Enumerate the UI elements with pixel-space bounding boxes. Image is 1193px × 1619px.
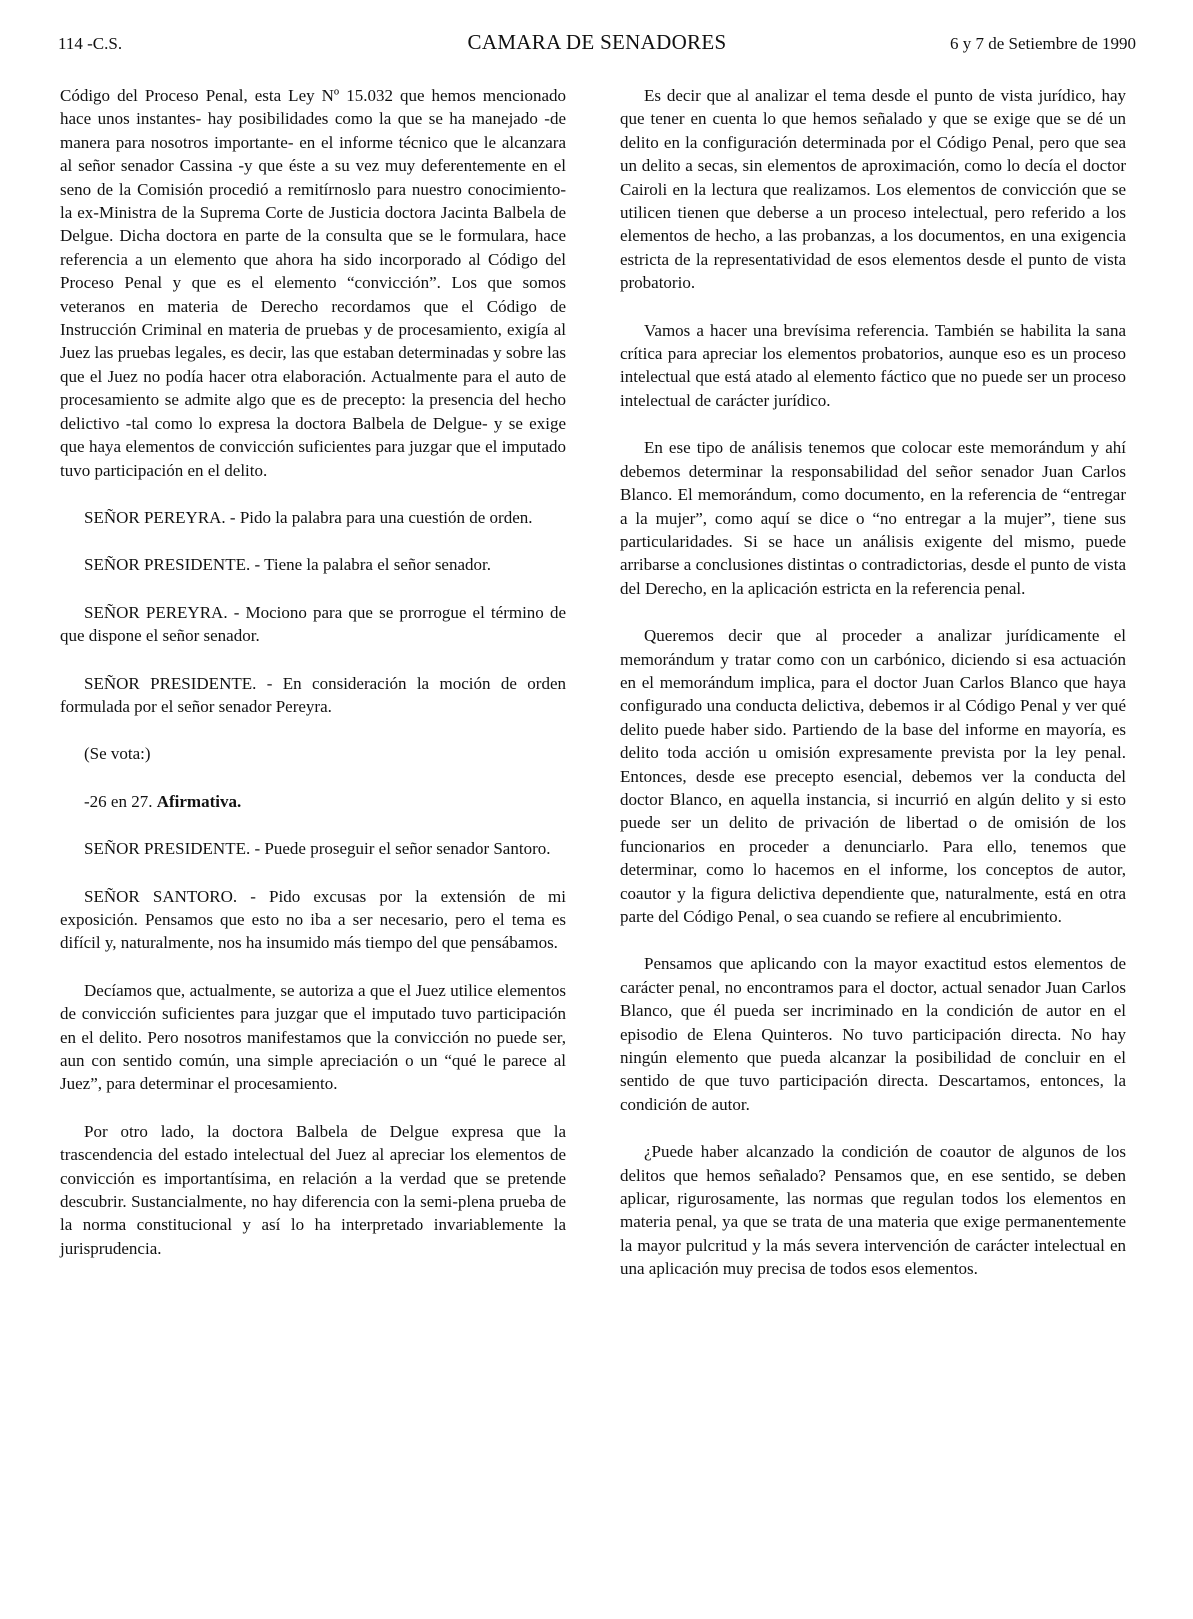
speaker-paragraph: SEÑOR PRESIDENTE. - Tiene la palabra el señor senador. [84,555,491,575]
speaker-paragraph: SEÑOR PEREYRA. - Mociono para que se prorrogue el término de que dispone el señor senador. [60,602,566,646]
paragraph: Vamos a hacer una brevísima referencia. También se habilita la sana crítica para apreciar los elementos probatorios, aunque eso es un proceso intelectual que está atado al elemento fáctico que no puede ser un proceso intelectual de carácter jurídico. [620,320,1126,410]
paragraph: Es decir que al analizar el tema desde el punto de vista jurídico, hay que tener en cuenta lo que hemos señalado y que se exige que se dé un delito en la configuración determinada por el Código Penal, pero que sea un delito a secas, sin elementos de aproximación, como lo decía el doctor Cairoli en la lectura que realizamos. Los elementos de convicción que se utilicen tienen que deberse a un proceso intelectual, pero referido a los elementos de hecho, a las probanzas, a los documentos, en una exigencia estricta de la representatividad de esos elementos desde el punto de vista probatorio. [620,86,1126,293]
session-date: 6 y 7 de Setiembre de 1990 [949,34,1136,53]
paragraph: ¿Puede haber alcanzado la condición de coautor de algunos de los delitos que hemos señalado? Pensamos que, en ese sentido, se deben aplicar, rigurosamente, las normas que regulan todos los elementos en materia penal, ya que se trata de una materia que exige permanentemente la mayor pulcritud y la más severa intervención de carácter intelectual en una aplicación muy precisa de todos esos elementos. [620,1142,1126,1279]
speaker-paragraph: SEÑOR PEREYRA. - Pido la palabra para una cuestión de orden. [84,507,533,527]
vote-outcome: Afirmativa. [156,791,242,811]
right-column [620,84,1126,1281]
paragraph: Código del Proceso Penal, esta Ley Nº 15.032 que hemos mencionado hace unos instantes- hay posibilidades como la que se ha manejado -de manera para nosotros importante- en el informe técnico que le alcanzara al señor senador Cassina -y que éste a su vez muy deferentemente en el seno de la Comisión procedió a remitírnoslo para nuestro conocimiento- la ex-Ministra de la Suprema Corte de Justicia doctora Jacinta Balbela de Delgue. Dicha doctora en parte de la consulta que se le formulara, hace referencia a un elemento que ahora ha sido incorporado al Código del Proceso Penal y que es el elemento “convicción”. Los que somos veteranos en materia de Derecho recordamos que el Código de Instrucción Criminal en materia de pruebas y de procesamiento, exigía al Juez las pruebas legales, es decir, las que estaban determinadas y sobre las que el Juez no podía hacer otra elaboración. Actualmente para el auto de procesamiento se admite algo que es de precepto: la presencia del hecho delictivo -tal como lo expresa la doctora Balbela de Delgue- y se exige que haya elementos de convicción suficientes para juzgar que el imputado tuvo participación en el delito. [60,86,566,480]
left-column [60,84,566,1260]
vote-count: -26 en 27. [84,791,153,811]
paragraph: Por otro lado, la doctora Balbela de Delgue expresa que la trascendencia del estado intelectual del Juez al apreciar los elementos de convicción es importantísima, en relación a la verdad que se pretende descubrir. Sustancialmente, no hay diferencia con la semi-plena prueba de la norma constitucional y así lo ha interpretado invariablemente la jurisprudencia. [60,1121,566,1258]
paragraph: Queremos decir que al proceder a analizar jurídicamente el memorándum y tratar como con un carbónico, diciendo si esa actuación en el memorándum implica, para el doctor Juan Carlos Blanco que haya configurado una conducta delictiva, debemos ir al Código Penal y ver qué delito puede haber sido. Partiendo de la base del informe en mayoría, es delito toda acción u omisión expresamente prevista por la ley penal. Entonces, desde ese precepto esencial, debemos ver la conducta del doctor Blanco, en aquella instancia, si incurrió en algún delito y si esto puede ser un delito de privación de libertad o de omisión de los funcionarios en proceder a denunciarlo. Para ello, tenemos que determinar, como lo hacemos en el informe, los conceptos de autor, coautor y la figura delictiva dependiente que, naturalmente, está en otra parte del Código Penal, o sea cuando se refiere al encubrimiento. [620,626,1126,926]
speaker-paragraph: SEÑOR PRESIDENTE. - Puede proseguir el señor senador Santoro. [84,839,551,859]
vote-note: (Se vota:) [84,744,151,764]
page-header [58,30,1136,56]
paragraph: Decíamos que, actualmente, se autoriza a que el Juez utilice elementos de convicción suficientes para juzgar que el imputado tuvo participación en el delito. Pero nosotros manifestamos que la convicción no puede ser, aun con sentido común, una simple apreciación o un “qué le parece al Juez”, para determinar el procesamiento. [60,980,566,1094]
paragraph: Pensamos que aplicando con la mayor exactitud estos elementos de carácter penal, no encontramos para el doctor, actual senador Juan Carlos Blanco, que él pueda ser incriminado en la condición de autor en el episodio de Elena Quinteros. No tuvo participación directa. No hay ningún elemento que pueda alcanzar la posibilidad de concluir en el sentido de que tuvo participación directa. Descartamos, entonces, la condición de autor. [620,954,1126,1114]
speaker-paragraph: SEÑOR SANTORO. - Pido excusas por la extensión de mi exposición. Pensamos que esto no iba a ser necesario, pero el tema es difícil y, naturalmente, nos ha insumido más tiempo del que pensábamos. [60,886,566,953]
page-title: CAMARA DE SENADORES [467,30,727,54]
speaker-paragraph: SEÑOR PRESIDENTE. - En consideración la moción de orden formulada por el señor senador Pereyra. [60,673,566,716]
paragraph: En ese tipo de análisis tenemos que colocar este memorándum y ahí debemos determinar la responsabilidad del señor senador Juan Carlos Blanco. El memorándum, como documento, en la referencia de “entregar a la mujer”, como aquí se dice o “no entregar a la mujer”, tiene sus particularidades. Si se hace un análisis exigente del mismo, puede arribarse a conclusiones distintas o contradictorias, desde el punto de vista del Derecho, en la aplicación estricta en la referencia penal. [620,438,1126,598]
page-number: 114 -C.S. [58,34,123,53]
vote-result [60,790,566,813]
